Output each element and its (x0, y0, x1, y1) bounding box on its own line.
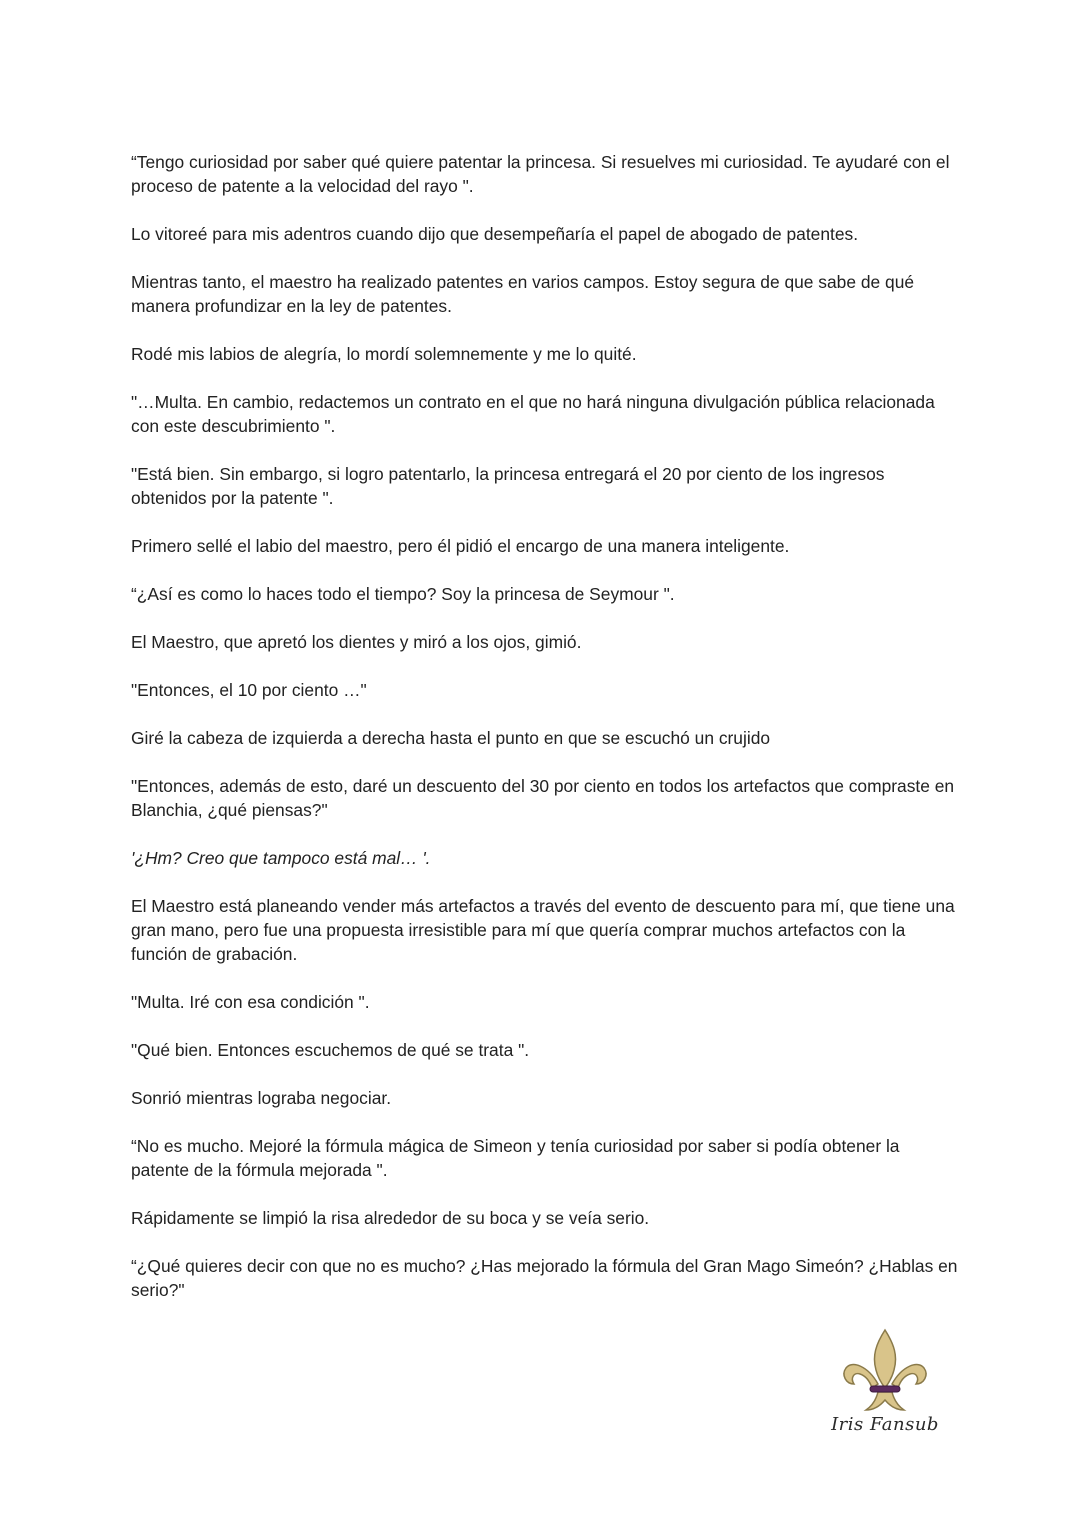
paragraph: Rodé mis labios de alegría, lo mordí solemnemente y me lo quité. (131, 344, 637, 364)
paragraph: "Qué bien. Entonces escuchemos de qué se trata ". (131, 1040, 530, 1060)
paragraph-italic-thought: '¿Hm? Creo que tampoco está mal… '. (131, 848, 431, 868)
watermark-logo (830, 1326, 940, 1446)
paragraph: El Maestro, que apretó los dientes y miró a los ojos, gimió. (131, 632, 582, 652)
logo-text: Iris Fansub (831, 1414, 939, 1435)
paragraph: Lo vitoreé para mis adentros cuando dijo que desempeñaría el papel de abogado de patentes. (131, 224, 859, 244)
document-body (131, 150, 961, 1326)
paragraph: "Multa. Iré con esa condición ". (131, 992, 370, 1012)
fleur-de-lis-icon (838, 1326, 932, 1416)
paragraph: "Entonces, además de esto, daré un descuento del 30 por ciento en todos los artefactos que compraste en Blanchia, ¿qué piensas?" (131, 776, 955, 820)
paragraph: "Está bien. Sin embargo, si logro patentarlo, la princesa entregará el 20 por ciento de los ingresos obtenidos por la patente ". (131, 464, 885, 508)
paragraph: Primero sellé el labio del maestro, pero él pidió el encargo de una manera inteligente. (131, 536, 790, 556)
paragraph: "…Multa. En cambio, redactemos un contrato en el que no hará ninguna divulgación pública relacionada con este descubrimiento ". (131, 392, 935, 436)
paragraph: “¿Así es como lo haces todo el tiempo? Soy la princesa de Seymour ". (131, 584, 675, 604)
paragraph: Mientras tanto, el maestro ha realizado patentes en varios campos. Estoy segura de que sabe de qué manera profundizar en la ley de patentes. (131, 272, 915, 316)
paragraph: “¿Qué quieres decir con que no es mucho? ¿Has mejorado la fórmula del Gran Mago Simeón? ¿Hablas en serio?" (131, 1256, 958, 1300)
paragraph: El Maestro está planeando vender más artefactos a través del evento de descuento para mí, que tiene una gran mano, pero fue una propuesta irresistible para mí que quería comprar muchos artefactos con la función de grabación. (131, 896, 955, 964)
paragraph: “Tengo curiosidad por saber qué quiere patentar la princesa. Si resuelves mi curiosidad. Te ayudaré con el proceso de patente a la velocidad del rayo ". (131, 152, 950, 196)
paragraph: Giré la cabeza de izquierda a derecha hasta el punto en que se escuchó un crujido (131, 728, 771, 748)
paragraph: Sonrió mientras lograba negociar. (131, 1088, 392, 1108)
paragraph: "Entonces, el 10 por ciento …" (131, 680, 367, 700)
paragraph: “No es mucho. Mejoré la fórmula mágica de Simeon y tenía curiosidad por saber si podía obtener la patente de la fórmula mejorada ". (131, 1136, 900, 1180)
paragraph: Rápidamente se limpió la risa alrededor de su boca y se veía serio. (131, 1208, 650, 1228)
